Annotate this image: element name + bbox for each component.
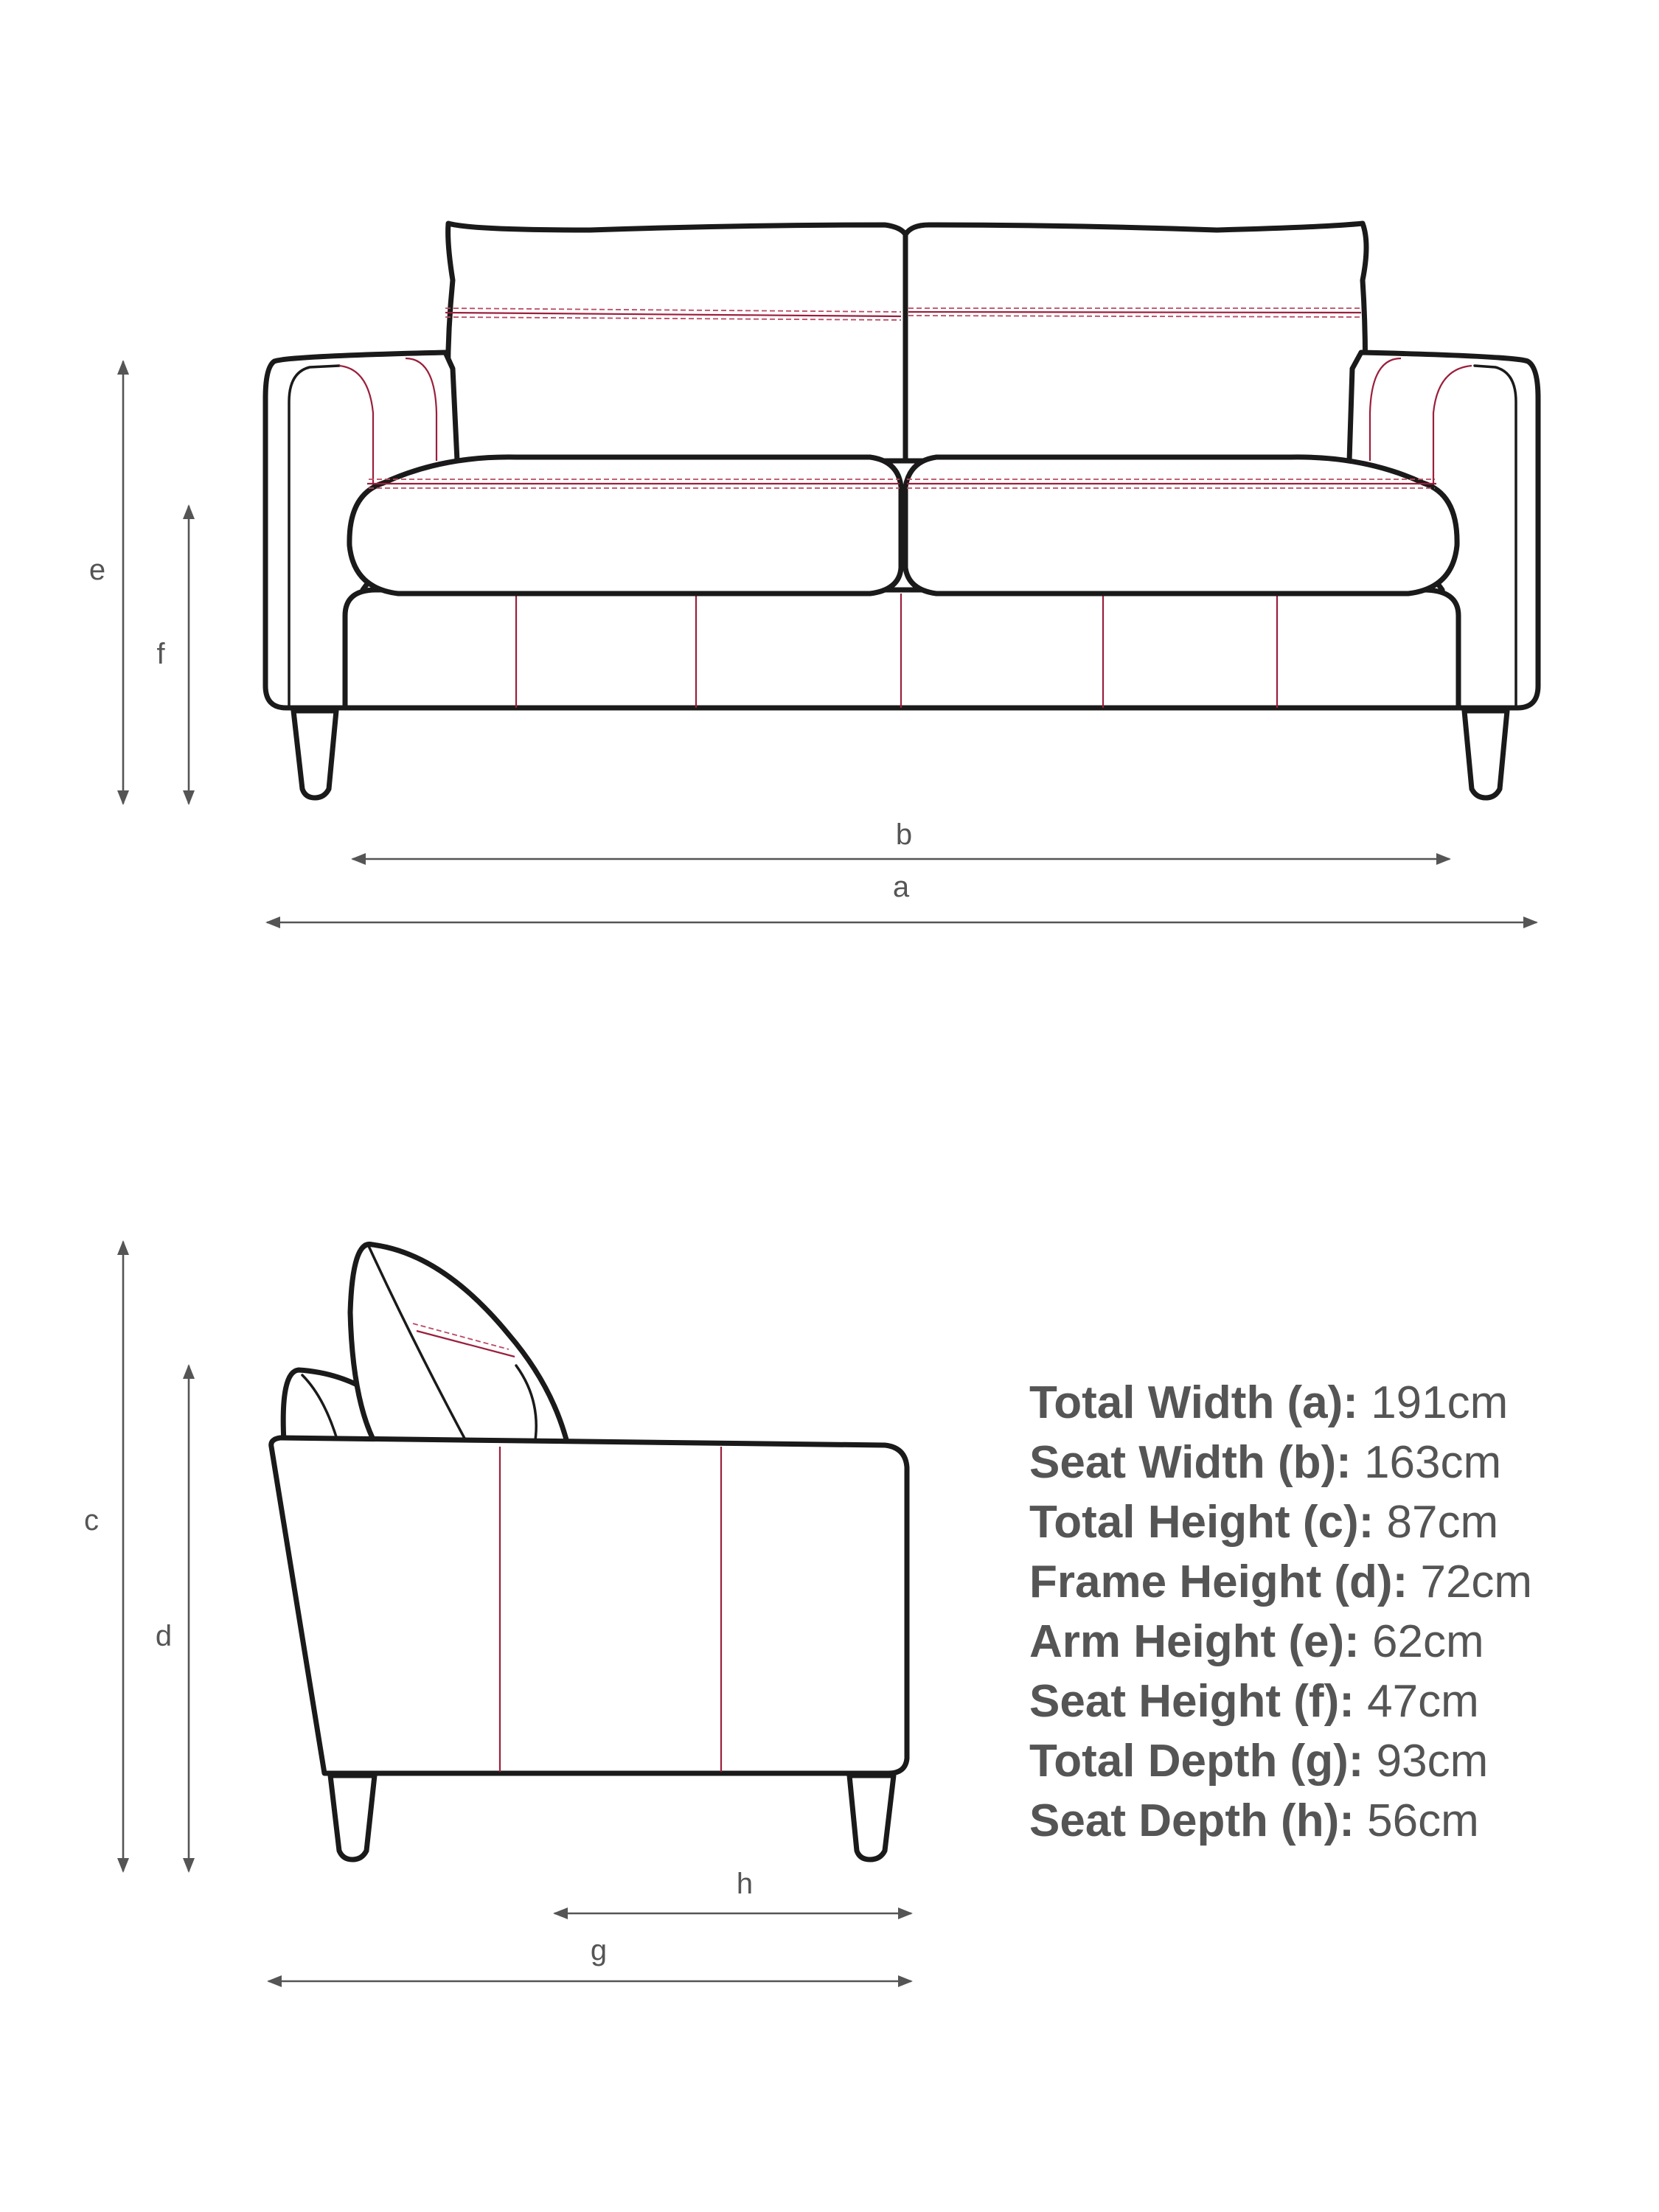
spec-name: Seat Height (f):	[1029, 1676, 1354, 1727]
dim-label-c: c	[84, 1504, 99, 1537]
dim-label-h: h	[736, 1868, 754, 1900]
spec-name: Total Width (a):	[1029, 1377, 1358, 1428]
front-view-drawing	[265, 223, 1538, 798]
spec-name: Total Depth (g):	[1029, 1736, 1364, 1787]
dim-label-b: b	[895, 818, 913, 851]
seat-cushion-left	[349, 457, 901, 594]
spec-value: 93cm	[1363, 1736, 1489, 1787]
spec-value: 56cm	[1354, 1795, 1479, 1846]
dim-label-g: g	[590, 1934, 608, 1966]
back-cushion-left	[448, 223, 905, 461]
spec-value: 87cm	[1374, 1497, 1499, 1548]
dim-label-a: a	[892, 871, 910, 903]
dim-label-d: d	[155, 1620, 173, 1652]
spec-value: 191cm	[1357, 1377, 1509, 1428]
dim-label-f: f	[156, 638, 165, 670]
front-leg-left	[293, 711, 336, 798]
side-body-frame	[271, 1438, 907, 1773]
spec-total-height	[1029, 1492, 1532, 1552]
dimension-specs-list	[1029, 1373, 1532, 1851]
spec-value: 163cm	[1351, 1437, 1502, 1488]
side-view-drawing	[271, 1244, 907, 1860]
spec-name: Seat Width (b):	[1029, 1437, 1352, 1488]
spec-name: Arm Height (e):	[1029, 1616, 1360, 1667]
seat-cushion-right	[905, 457, 1457, 594]
spec-name: Total Height (c):	[1029, 1497, 1374, 1548]
spec-name: Frame Height (d):	[1029, 1557, 1408, 1607]
spec-total-depth	[1029, 1731, 1532, 1791]
side-leg-back	[849, 1775, 894, 1860]
spec-value: 62cm	[1359, 1616, 1484, 1667]
spec-value: 72cm	[1408, 1557, 1533, 1607]
back-cushion-right	[905, 223, 1366, 461]
spec-seat-height	[1029, 1672, 1532, 1731]
spec-seat-width	[1029, 1433, 1532, 1492]
spec-arm-height	[1029, 1612, 1532, 1672]
spec-value: 47cm	[1354, 1676, 1479, 1727]
spec-frame-height	[1029, 1552, 1532, 1612]
front-leg-right	[1464, 711, 1507, 798]
side-leg-front	[330, 1775, 375, 1860]
spec-total-width	[1029, 1373, 1532, 1433]
dim-label-e: e	[88, 554, 106, 586]
spec-name: Seat Depth (h):	[1029, 1795, 1354, 1846]
spec-seat-depth	[1029, 1791, 1532, 1851]
